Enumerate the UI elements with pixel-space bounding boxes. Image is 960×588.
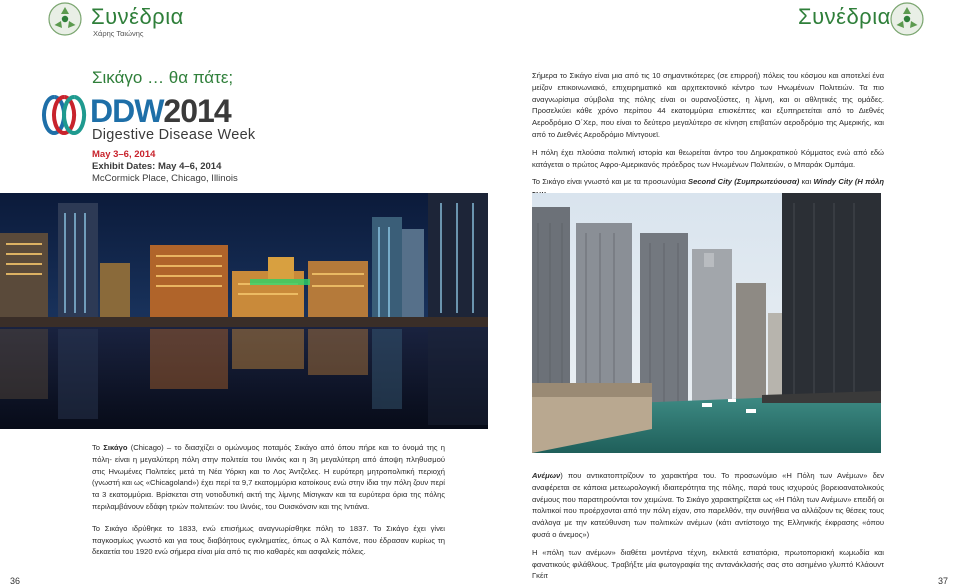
chicago-river-photo (532, 193, 881, 453)
text-run-bold: Σικάγο (103, 443, 128, 452)
magazine-logo-icon (48, 2, 82, 36)
magazine-title-right: Συνέδρια (798, 4, 891, 29)
page-number-right: 37 (938, 576, 949, 586)
ddw-mark: DDW2014 (90, 93, 231, 129)
left-bottom-column (92, 442, 445, 564)
text-run: ) που αντικατοπτρίζουν το χαρακτήρα του. Το προσωνύμιο «Η Πόλη των Ανέμων» δεν αναφέρεται σε κάποια μετεωρολογική ιδιαιτερότητα της πόλης, παρά τους ισχυρούς βορειοανατολικούς ανέμους που παρατηρούνται τον χειμώνα. Το Σικάγο χαρακτηρίζεται ως «Η Πόλη των Ανέμων» επειδή οι πολιτικοί που προέρχονται από την πόλη είχαν, στο παρελθόν, την συνήθεια να αλλάζουν τις θέσεις τους ανάλογα με την κατεύθυνση των πολιτικών ανέμων (κάτι αντίστοιχο της Ελληνικής έκφρασης «όπου φυσά ο άνεμος») (532, 471, 884, 539)
text-run: και (799, 177, 814, 187)
magazine-logo-icon (890, 2, 924, 36)
chicago-night-photo (0, 193, 488, 429)
ddw-exhibit-dates: Exhibit Dates: May 4–6, 2014 (92, 161, 222, 172)
right-top-column (532, 70, 884, 206)
text-run: Το Σικάγο είναι γνωστό και με τα προσωνύμια (532, 177, 689, 187)
text-run-italic: Windy City (Η πόλη (813, 177, 884, 187)
ddw-venue: McCormick Place, Chicago, Illinois (92, 173, 238, 184)
article-heading: Σικάγο … θα πάτε; (92, 68, 234, 87)
text-run-italic: Second City (Συμπρωτεύουσα) (688, 177, 800, 187)
paragraph: Η πόλη έχει πλούσια πολιτική ιστορία και θεωρείται άντρο του Δημοκρατικού Κόμματος ενώ από εδώ κατάγεται ο πρώτος Αφρο-Αμερικανός πρόεδρος των Ηνωμένων Πολιτειών, ο Μπαράκ Ομπάμα. (532, 147, 884, 169)
paragraph: Σήμερα το Σικάγο είναι μια από τις 10 σημαντικότερες (σε επιρροή) πόλεις του κόσμου και αποτελεί ένα μείζον επικοινωνιακό, επιχειρηματικό και αρχιτεκτονικό κέντρο των Ηνωμένων Πολιτειών. Τα πιο αναγνωρίσιμα σύμβολα της πόλης είναι οι ουρανοξύστες, η λίμνη, και οι αθλητικές της ομάδες. Προσελκύει κάθε χρόνο περίπου 44 εκατομμύρια επισκέπτες και εξυπηρετείται από το Διεθνές Αεροδρόμιο Ο΄Χερ, που είναι το δεύτερο μεγαλύτερο σε κίνηση επιβατών αεροδρόμιο της Αμερικής, και από το Διεθνές Αεροδρόμιο Μίντγουεϊ. (532, 71, 884, 139)
magazine-title-left: Συνέδρια (91, 4, 184, 29)
text-run: Το (92, 443, 104, 452)
paragraph (92, 442, 445, 513)
text-run-italic: Ανέμων (532, 471, 561, 480)
ddw-rings-icon (40, 93, 88, 137)
paragraph: Το Σικάγο ιδρύθηκε το 1833, ενώ επισήμως αναγνωρίσθηκε πόλη το 1837. Το Σικάγο έχει γίνει παγκοσμίως γνωστό και για τους διαβόητους εγκληματίες, όπως ο Άλ Καπόνε, που έδρασαν κυρίως τη δεκαετία του 1920 ενώ σήμερα είναι μία από τις πιο καθαρές και ασφαλείς πόλεις. (92, 523, 445, 557)
paragraph (532, 470, 884, 541)
page-number-left: 36 (10, 576, 21, 586)
ddw-logo (40, 93, 260, 185)
author-name: Χάρης Ταιώνης (93, 29, 144, 38)
text-run: (Chicago) – το διασχίζει ο ομώνυμος ποταμός Σικάγο από όπου πήρε και το όνομά της η πόλη- είναι η μεγαλύτερη πόλη στην πολιτεία του Ιλινόις και η 3η μεγαλύτερη από άποψη πληθυσμού στις Ηνωμένες Πολιτείες μετά τη Νέα Υόρκη και το Λος Άντζελες. Η ευρύτερη μητροπολιτική περιοχή (γνωστή και ως «Chicagoland») έχει περί τα 9,7 εκατομμύρια κατοίκους ενώ στην ίδια την πόλη ζουν περί τα 3 εκατομμύρια. Βρίσκεται στη νοτιοδυτική ακτή της λίμνης Μίσιγκαν και τα ευρύτερα όρια της πόλης περιλαμβάνουν εδάφη τριών πολιτειών: του Ιλινόις, του Ουισκόνσιν και της Ιντιάνα. (92, 443, 445, 511)
ddw-dates: May 3–6, 2014 (92, 149, 156, 160)
paragraph: Η «πόλη των ανέμων» διαθέτει μοντέρνα τέχνη, εκλεκτά εστιατόρια, πρωτοποριακή κωμωδία και φανατικούς φιλάθλους. Τραβήξτε μία φωτογραφία της αντανάκλασής σας στο ασημένιο γλυπτό Κλάουντ Γκέιτ (532, 547, 884, 581)
ddw-name: Digestive Disease Week (92, 127, 256, 143)
right-bottom-column (532, 470, 884, 588)
